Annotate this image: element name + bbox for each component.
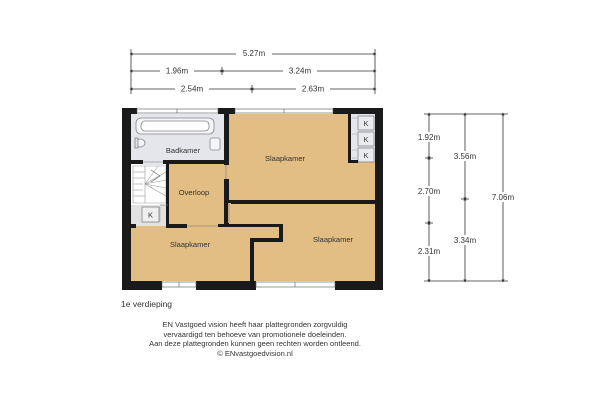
disclaimer-line-2: vervaardigd ten behoeve van promotionele doeleinden. xyxy=(163,329,347,339)
label-slaapkamer-top: Slaapkamer xyxy=(264,154,306,163)
floor-level-label: 1e verdieping xyxy=(121,299,173,309)
disclaimer-line-3: Aan deze plattegronden kunnen geen rechten worden ontleend. xyxy=(149,339,361,348)
disclaimer-copyright: © ENvastgoedvision.nl xyxy=(217,348,293,358)
dim-side-e: 3.34m xyxy=(453,236,477,245)
dim-upper-right: 3.24m xyxy=(288,66,312,76)
dim-side-d: 3.56m xyxy=(453,152,477,161)
window-bathroom xyxy=(137,109,218,113)
dim-side-b: 2.70m xyxy=(417,187,441,196)
window-bedroom-right xyxy=(256,282,335,287)
dim-side-a: 1.92m xyxy=(417,133,441,142)
floor-bedroom-top-ext xyxy=(350,162,375,202)
label-cupboard-k1: K xyxy=(363,119,369,128)
label-overloop: Overloop xyxy=(178,188,210,197)
label-badkamer: Badkamer xyxy=(165,146,201,155)
dim-total-width: 5.27m xyxy=(242,49,266,58)
sink xyxy=(210,138,220,150)
label-cupboard-k2: K xyxy=(363,135,369,144)
disclaimer-line-1: EN Vastgoed vision heeft haar plattegronden zorgvuldig xyxy=(162,320,348,329)
dim-side-c: 2.31m xyxy=(417,247,441,256)
label-cupboard-k3: K xyxy=(363,151,369,160)
label-slaapkamer-left: Slaapkamer xyxy=(169,240,211,249)
dim-lower-right: 2.63m xyxy=(301,84,325,94)
dim-upper-left: 1.96m xyxy=(165,66,189,76)
dim-lower-left: 2.54m xyxy=(180,84,204,94)
disclaimer xyxy=(100,320,410,358)
dim-total-depth: 7.06m xyxy=(491,193,515,202)
label-slaapkamer-right: Slaapkamer xyxy=(312,235,354,244)
label-closet-k: K xyxy=(147,210,154,220)
